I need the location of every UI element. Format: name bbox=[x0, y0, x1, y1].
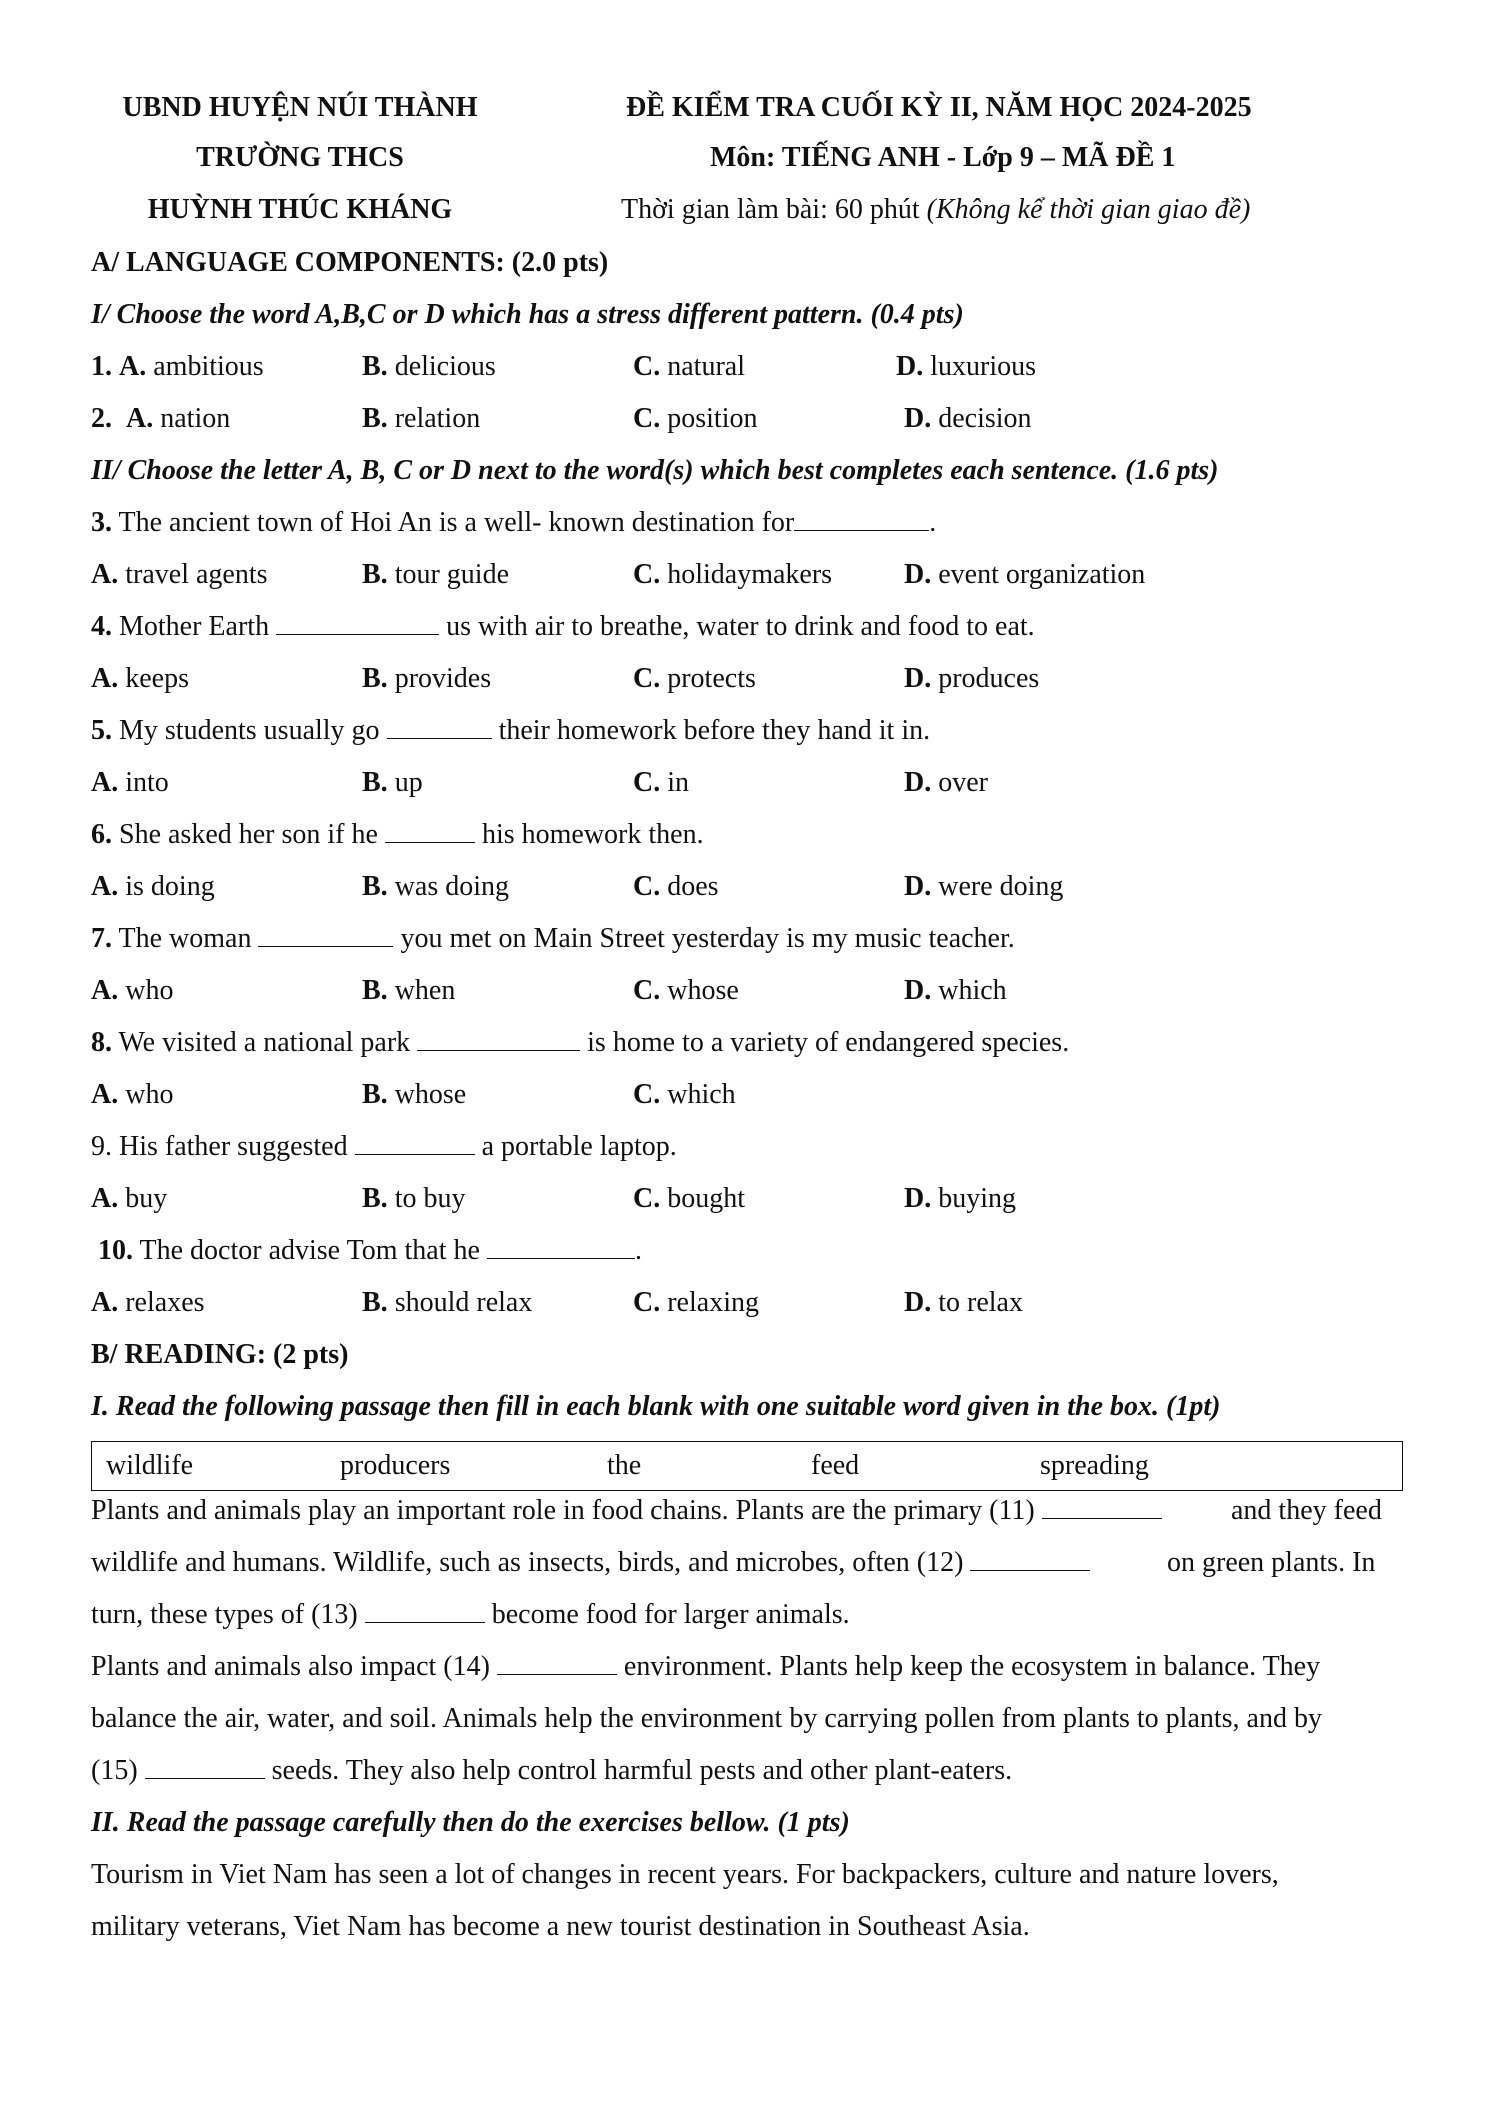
q9-option-b: B. to buy bbox=[362, 1183, 466, 1214]
q8-blank bbox=[417, 1024, 580, 1051]
q5-option-d: D. over bbox=[904, 767, 988, 798]
reading-part-2-instruction: II. Read the passage carefully then do the exercises bellow. (1 pts) bbox=[91, 1807, 850, 1838]
q10-option-d: D. to relax bbox=[904, 1287, 1023, 1318]
duration-text: Thời gian làm bài: 60 phút bbox=[621, 194, 927, 225]
passage-1-line-2: wildlife and humans. Wildlife, such as insects, birds, and microbes, often (12) bbox=[91, 1543, 1090, 1583]
q2-option-a: 2. A. nation bbox=[91, 403, 231, 434]
q1-option-b: B. delicious bbox=[362, 351, 496, 382]
reading-part-1-instruction: I. Read the following passage then fill in each blank with one suitable word given in the box. (1pt) bbox=[91, 1391, 1221, 1422]
word-box-item: producers bbox=[340, 1450, 451, 1481]
q6-option-a: A. is doing bbox=[91, 871, 215, 902]
q5-option-a: A. into bbox=[91, 767, 169, 798]
q10-option-c: C. relaxing bbox=[633, 1287, 759, 1318]
q2-option-d: D. decision bbox=[904, 403, 1032, 434]
passage-1-line-1-end: and they feed bbox=[1231, 1495, 1382, 1526]
q8-option-b: B. whose bbox=[362, 1079, 467, 1110]
q7-option-d: D. which bbox=[904, 975, 1007, 1006]
q3-blank bbox=[794, 504, 929, 531]
part-1-instruction: I/ Choose the word A,B,C or D which has a stress different pattern. (0.4 pts) bbox=[91, 299, 964, 330]
q9-blank bbox=[355, 1128, 475, 1155]
exam-title: ĐỀ KIỂM TRA CUỐI KỲ II, NĂM HỌC 2024-2025 bbox=[626, 92, 1252, 123]
passage-2-line-3: (15) seeds. They also help control harmful pests and other plant-eaters. bbox=[91, 1751, 1012, 1791]
q9-option-a: A. buy bbox=[91, 1183, 168, 1214]
q7-blank bbox=[258, 920, 393, 947]
passage-1-line-3: turn, these types of (13) become food for larger animals. bbox=[91, 1595, 850, 1635]
q5-option-c: C. in bbox=[633, 767, 690, 798]
q10-stem: 10. The doctor advise Tom that he . bbox=[98, 1231, 642, 1271]
school-name: HUỲNH THÚC KHÁNG bbox=[147, 194, 453, 225]
blank-12 bbox=[970, 1544, 1090, 1571]
q5-option-b: B. up bbox=[362, 767, 423, 798]
q8-option-c: C. which bbox=[633, 1079, 736, 1110]
blank-13 bbox=[365, 1596, 485, 1623]
passage-1-line-1: Plants and animals play an important role in food chains. Plants are the primary (11) bbox=[91, 1491, 1162, 1531]
passage-3-line-2: military veterans, Viet Nam has become a new tourist destination in Southeast Asia. bbox=[91, 1911, 1030, 1942]
word-box-item: feed bbox=[811, 1450, 860, 1481]
q6-option-d: D. were doing bbox=[904, 871, 1064, 902]
q6-option-c: C. does bbox=[633, 871, 719, 902]
blank-11 bbox=[1042, 1492, 1162, 1519]
q4-option-d: D. produces bbox=[904, 663, 1040, 694]
duration-note: (Không kể thời gian giao đề) bbox=[926, 194, 1251, 225]
word-box-item: wildlife bbox=[106, 1450, 194, 1481]
word-box-item: the bbox=[607, 1450, 642, 1481]
q4-option-b: B. provides bbox=[362, 663, 492, 694]
part-2-instruction: II/ Choose the letter A, B, C or D next to the word(s) which best completes each sentence. (1.6 pts) bbox=[91, 455, 1219, 486]
q3-option-d: D. event organization bbox=[904, 559, 1146, 590]
q1-option-d: D. luxurious bbox=[896, 351, 1037, 382]
q10-blank bbox=[487, 1232, 635, 1259]
q9-option-c: C. bought bbox=[633, 1183, 746, 1214]
q2-option-b: B. relation bbox=[362, 403, 481, 434]
q1-option-a: 1. A. ambitious bbox=[91, 351, 264, 382]
q8-option-a: A. who bbox=[91, 1079, 174, 1110]
blank-15 bbox=[145, 1752, 265, 1779]
q6-blank bbox=[385, 816, 475, 843]
passage-3-line-1: Tourism in Viet Nam has seen a lot of changes in recent years. For backpackers, culture and nature lovers, bbox=[91, 1859, 1279, 1890]
q1-option-c: C. natural bbox=[633, 351, 745, 382]
exam-subject: Môn: TIẾNG ANH - Lớp 9 – MÃ ĐỀ 1 bbox=[710, 142, 1176, 173]
word-box-item: spreading bbox=[1040, 1450, 1149, 1481]
q10-option-a: A. relaxes bbox=[91, 1287, 205, 1318]
q4-stem: 4. Mother Earth us with air to breathe, water to drink and food to eat. bbox=[91, 607, 1035, 647]
q9-option-d: D. buying bbox=[904, 1183, 1017, 1214]
q7-option-b: B. when bbox=[362, 975, 456, 1006]
q5-stem: 5. My students usually go their homework before they hand it in. bbox=[91, 711, 930, 751]
q9-stem: 9. His father suggested a portable laptop. bbox=[91, 1127, 677, 1167]
q4-blank bbox=[276, 608, 439, 635]
q2-option-c: C. position bbox=[633, 403, 758, 434]
passage-2-line-1: Plants and animals also impact (14) environment. Plants help keep the ecosystem in balance. They bbox=[91, 1647, 1320, 1687]
q3-stem: 3. The ancient town of Hoi An is a well- known destination for . bbox=[91, 503, 936, 543]
exam-duration bbox=[621, 190, 1250, 230]
q8-stem: 8. We visited a national park is home to a variety of endangered species. bbox=[91, 1023, 1069, 1063]
blank-14 bbox=[497, 1648, 617, 1675]
q7-stem: 7. The woman you met on Main Street yesterday is my music teacher. bbox=[91, 919, 1015, 959]
word-box bbox=[91, 1441, 1403, 1491]
school-district: UBND HUYỆN NÚI THÀNH bbox=[122, 92, 478, 123]
section-a-title: A/ LANGUAGE COMPONENTS: (2.0 pts) bbox=[91, 247, 609, 278]
q5-blank bbox=[387, 712, 492, 739]
passage-2-line-2: balance the air, water, and soil. Animals help the environment by carrying pollen from plants to plants, and by bbox=[91, 1703, 1322, 1734]
q10-option-b: B. should relax bbox=[362, 1287, 533, 1318]
passage-1-line-2-end: on green plants. In bbox=[1167, 1547, 1376, 1578]
q4-option-c: C. protects bbox=[633, 663, 756, 694]
q3-option-a: A. travel agents bbox=[91, 559, 268, 590]
q7-option-c: C. whose bbox=[633, 975, 739, 1006]
q6-option-b: B. was doing bbox=[362, 871, 510, 902]
q4-option-a: A. keeps bbox=[91, 663, 189, 694]
q3-option-c: C. holidaymakers bbox=[633, 559, 833, 590]
q3-option-b: B. tour guide bbox=[362, 559, 509, 590]
school-type: TRƯỜNG THCS bbox=[196, 142, 404, 173]
q7-option-a: A. who bbox=[91, 975, 174, 1006]
q6-stem: 6. She asked her son if he his homework then. bbox=[91, 815, 704, 855]
section-b-title: B/ READING: (2 pts) bbox=[91, 1339, 349, 1370]
